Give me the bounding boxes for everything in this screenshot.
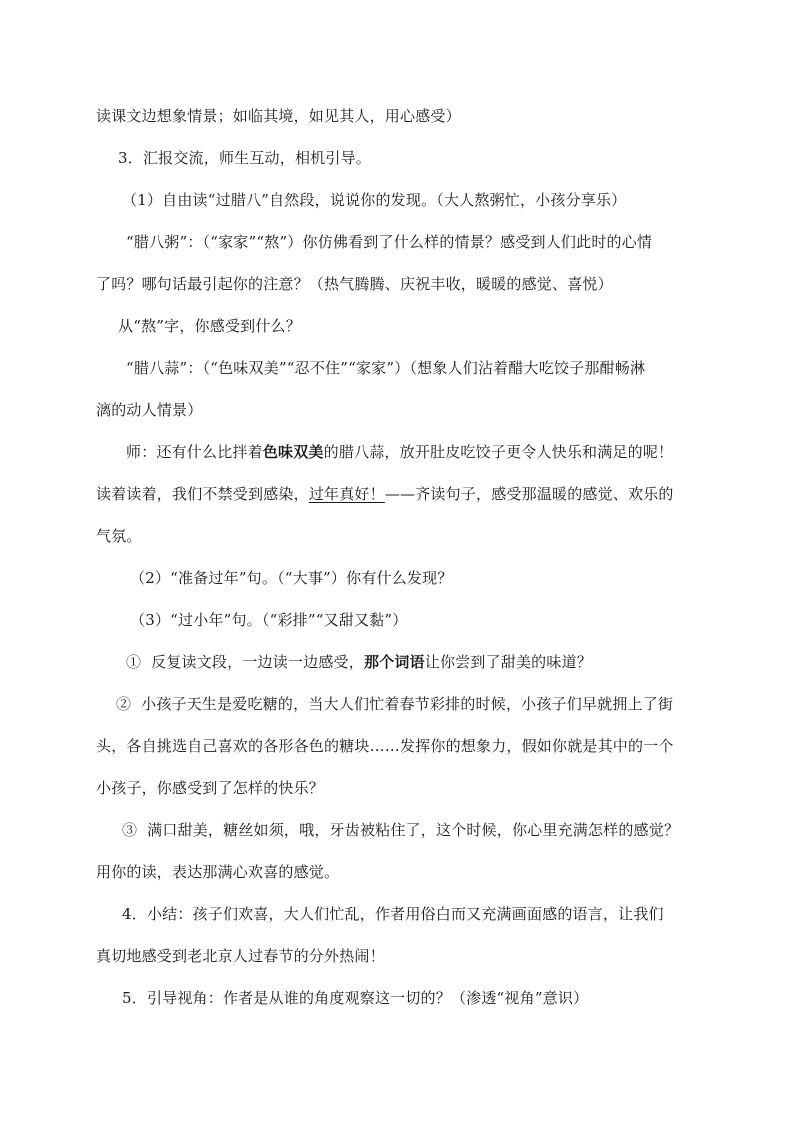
- text-line: [116, 694, 673, 714]
- text-line: [96, 274, 613, 294]
- line-text: 让你尝到了甜美的味道？: [424, 653, 592, 671]
- text-line: [130, 610, 407, 630]
- line-text: 用你的读，表达那满心欢喜的感觉。: [96, 863, 340, 881]
- line-text: ——齐读句子，感受那温暖的感觉、欢乐的: [384, 485, 674, 503]
- text-line: [122, 820, 679, 840]
- text-line: [96, 778, 324, 798]
- line-text: ① 反复读文段，一边读一边感受，: [126, 653, 364, 671]
- text-line: [126, 442, 673, 462]
- line-text: 气氛。: [96, 527, 142, 545]
- line-text: 3．汇报交流，师生互动，相机引导。: [118, 149, 371, 167]
- line-text: ③ 满口甜美，糖丝如须，哦，牙齿被粘住了，这个时候，你心里充满怎样的感觉？: [122, 821, 680, 839]
- line-text: （1）自由读“过腊八”自然段，说说你的发现。（大人熬粥忙，小孩分享乐）: [122, 191, 627, 209]
- text-line: [122, 988, 588, 1008]
- text-line: [96, 106, 461, 126]
- line-text: 了吗？哪句话最引起你的注意？（热气腾腾、庆祝丰收，暖暖的感觉、喜悦）: [96, 275, 613, 293]
- text-line: [122, 904, 664, 924]
- line-text: 头，各自挑选自己喜欢的各形各色的糖块……发挥你的想象力，假如你就是其中的一个: [96, 737, 674, 755]
- line-text: （3）“过小年”句。（“彩排”“又甜又黏”）: [130, 611, 408, 629]
- text-line: [96, 946, 385, 966]
- line-text: 漓的动人情景）: [96, 401, 203, 419]
- line-text: ② 小孩子天生是爱吃糖的，当大人们忙着春节彩排的时候，小孩子们早就拥上了街: [116, 695, 674, 713]
- line-text: 从“熬”字，你感受到什么？: [118, 317, 301, 335]
- text-line: [130, 568, 453, 588]
- text-line: [122, 190, 626, 210]
- text-line: [96, 736, 674, 756]
- text-line: [96, 862, 339, 882]
- text-line: [96, 526, 142, 546]
- text-line: [118, 148, 371, 168]
- emphasis-text: 色味双美: [262, 443, 324, 461]
- text-line: [126, 358, 645, 378]
- line-text: “腊八粥”：（“家家”“熬”）你仿佛看到了什么样的情景？感受到人们此时的心情: [126, 233, 653, 251]
- line-text: 读着读着，我们不禁受到感染，: [96, 485, 309, 503]
- text-line: [96, 400, 202, 420]
- line-text: （2）“准备过年”句。（“大事”）你有什么发现？: [130, 569, 453, 587]
- line-text: 5．引导视角：作者是从谁的角度观察这一切的？（渗透“视角”意识）: [122, 989, 589, 1007]
- underlined-text: 过年真好！: [308, 485, 385, 503]
- line-text: “腊八蒜”：（“色味双美”“忍不住”“家家”）（想象人们沾着醋大吃饺子那酣畅淋: [126, 359, 646, 377]
- line-text: 的腊八蒜，放开肚皮吃饺子更令人快乐和满足的呢！: [323, 443, 674, 461]
- text-line: [118, 316, 301, 336]
- line-text: 4．小结：孩子们欢喜，大人们忙乱，作者用俗白而又充满画面感的语言，让我们: [122, 905, 664, 923]
- text-line: [96, 484, 674, 504]
- text-line: [126, 652, 592, 672]
- line-text: 小孩子，你感受到了怎样的快乐？: [96, 779, 325, 797]
- emphasis-text: 那个词语: [363, 653, 425, 671]
- line-text: 读课文边想象情景；如临其境，如见其人，用心感受）: [96, 107, 461, 125]
- line-text: 师：还有什么比拌着: [126, 443, 263, 461]
- text-line: [126, 232, 652, 252]
- line-text: 真切地感受到老北京人过春节的分外热闹！: [96, 947, 385, 965]
